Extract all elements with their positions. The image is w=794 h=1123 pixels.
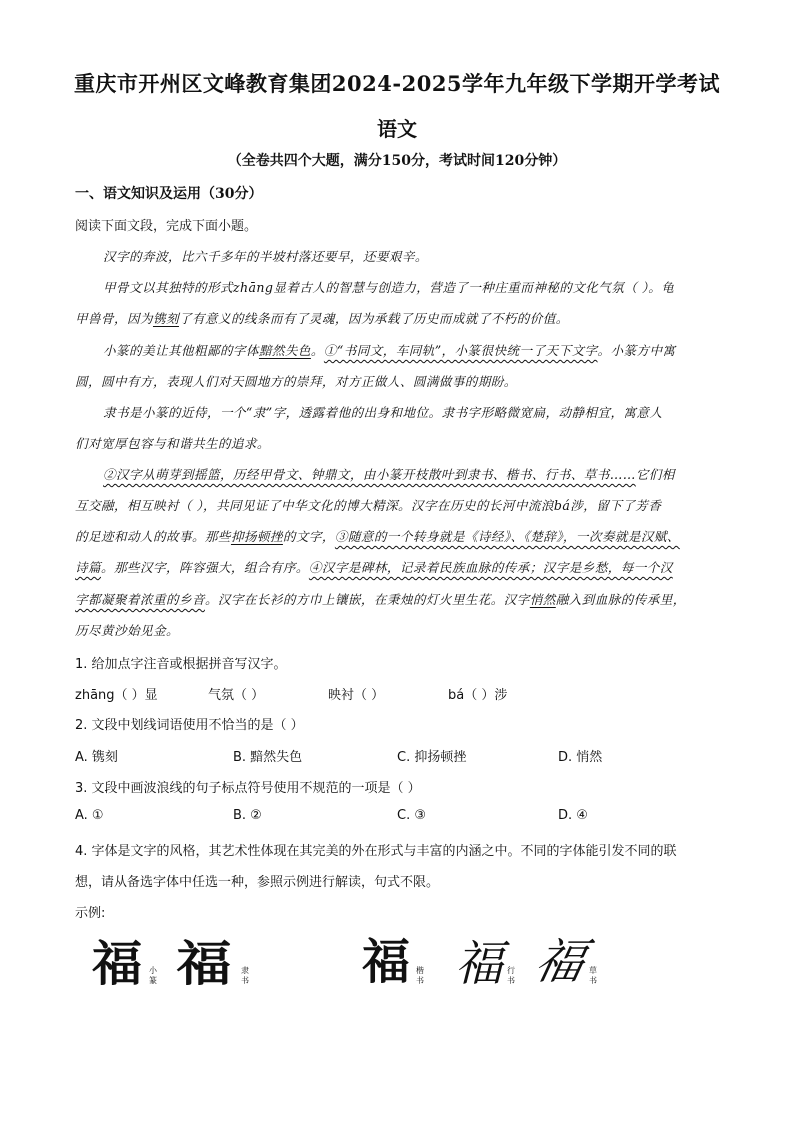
underlined-word-3: 抑扬顿挫	[230, 529, 283, 544]
question-4-stem-line2: 想，请从备选字体中任选一种，参照示例进行解读，句式不限。	[75, 875, 440, 890]
q2-option-d: D. 悄然	[558, 750, 603, 765]
q3-option-d: D. ④	[558, 808, 588, 823]
underlined-word-4: 悄然	[529, 592, 556, 607]
glyph-lishu: 福	[176, 936, 232, 992]
passage-p2: 甲骨文以其独特的形式zhāng显着古人的智慧与创造力，营造了一种庄重而神秘的文化气氛（ ）。龟	[103, 280, 675, 295]
underlined-word-2: 黯然失色	[258, 343, 311, 358]
q3-option-a: A. ①	[75, 808, 104, 823]
q3-option-b: B. ②	[233, 808, 262, 823]
wavy-sentence-1: ①“书同文，车同轨”，小篆很快统一了天下文字	[323, 343, 598, 358]
passage-p6: 隶书是小篆的近侍，一个“隶”字，透露着他的出身和地位。隶书字形略微宽扁，动静相宜，寓意人	[103, 405, 663, 420]
exam-note: （全卷共四个大题，满分150分，考试时间120分钟）	[227, 153, 567, 169]
passage-p7: 们对宽厚包容与和谐共生的追求。	[75, 436, 270, 451]
q2-option-b: B. 黯然失色	[233, 750, 303, 765]
label-xingshu: 行书	[507, 966, 515, 985]
example-label: 示例:	[75, 906, 106, 921]
q1-item-4: bá（ ）涉	[448, 688, 508, 703]
document-title: 重庆市开州区文峰教育集团2024-2025学年九年级下学期开学考试	[73, 71, 721, 96]
passage-p1: 汉字的奔波，比六千多年的半坡村落还要早，还要艰辛。	[103, 249, 428, 264]
wavy-sentence-4: ④汉字是碑林，记录着民族血脉的传承；汉字是乡愁，每一个汉	[308, 560, 673, 575]
passage-p12: 字都凝聚着浓重的乡音。汉字在长衫的方巾上镶嵌，在秉烛的灯火里生花。汉字悄然融入到血脉的传承里，	[75, 592, 686, 607]
q1-item-3: 映衬（ ）	[328, 688, 385, 703]
q2-option-c: C. 抑扬顿挫	[397, 750, 467, 765]
passage-p13: 历尽黄沙始见金。	[75, 623, 179, 638]
label-kaishu: 楷书	[416, 966, 424, 985]
passage-p3: 甲兽骨，因为镌刻了有意义的线条而有了灵魂，因为承载了历史而成就了不朽的价值。	[75, 311, 569, 326]
passage-p4: 小篆的美让其他粗鄙的字体黯然失色。①“书同文，车同轨”，小篆很快统一了天下文字。小篆方中寓	[103, 343, 676, 358]
wavy-sentence-2: ②汉字从萌芽到摇篮，历经甲骨文、钟鼎文，由小篆开枝散叶到隶书、楷书、行书、草书……	[103, 467, 636, 482]
passage-p8: ②汉字从萌芽到摇篮，历经甲骨文、钟鼎文，由小篆开枝散叶到隶书、楷书、行书、草书……它们相	[103, 467, 675, 482]
passage-p11: 诗篇。那些汉字，阵容强大，组合有序。④汉字是碑林，记录着民族血脉的传承；汉字是乡愁，每一个汉	[75, 560, 673, 575]
q1-item-2: 气氛（ ）	[208, 688, 265, 703]
q2-option-a: A. 镌刻	[75, 750, 118, 765]
passage-p5: 圆，圆中有方，表现人们对天圆地方的崇拜，对方正做人、圆满做事的期盼。	[75, 374, 517, 389]
q1-item-1: zhāng（ ）显	[75, 688, 158, 703]
question-3-stem: 3. 文段中画波浪线的句子标点符号使用不规范的一项是（ ）	[75, 781, 421, 796]
question-1-stem: 1. 给加点字注音或根据拼音写汉字。	[75, 657, 287, 672]
wavy-sentence-3: ③随意的一个转身就是《诗经》、《楚辞》，一次奏就是汉赋、	[334, 529, 680, 544]
passage-p9: 互交融，相互映衬（ ），共同见证了中华文化的博大精深。汉字在历史的长河中流浪bá涉，留下了芳香	[75, 498, 662, 513]
section-heading: 一、语文知识及运用（30分）	[75, 186, 263, 202]
question-2-stem: 2. 文段中划线词语使用不恰当的是（ ）	[75, 718, 304, 733]
subject-title: 语文	[377, 117, 417, 141]
glyph-kaishu: 福	[362, 934, 411, 990]
label-lishu: 隶书	[241, 966, 249, 985]
underlined-word-1: 镌刻	[152, 311, 179, 326]
q3-option-c: C. ③	[397, 808, 426, 823]
passage-instruction: 阅读下面文段，完成下面小题。	[75, 219, 258, 234]
label-caoshu: 草书	[589, 966, 597, 985]
glyph-xingshu: 福	[455, 936, 504, 992]
glyph-xiaozhuan: 福	[91, 936, 141, 992]
glyph-caoshu: 福	[530, 934, 590, 990]
question-4-stem-line1: 4. 字体是文字的风格，其艺术性体现在其完美的外在形式与丰富的内涵之中。不同的字体能引发不同的联	[75, 844, 677, 859]
label-xiaozhuan: 小篆	[149, 966, 157, 985]
passage-p10: 的足迹和动人的故事。那些抑扬顿挫的文字，③随意的一个转身就是《诗经》、《楚辞》，一次奏就是汉赋、	[75, 529, 680, 544]
